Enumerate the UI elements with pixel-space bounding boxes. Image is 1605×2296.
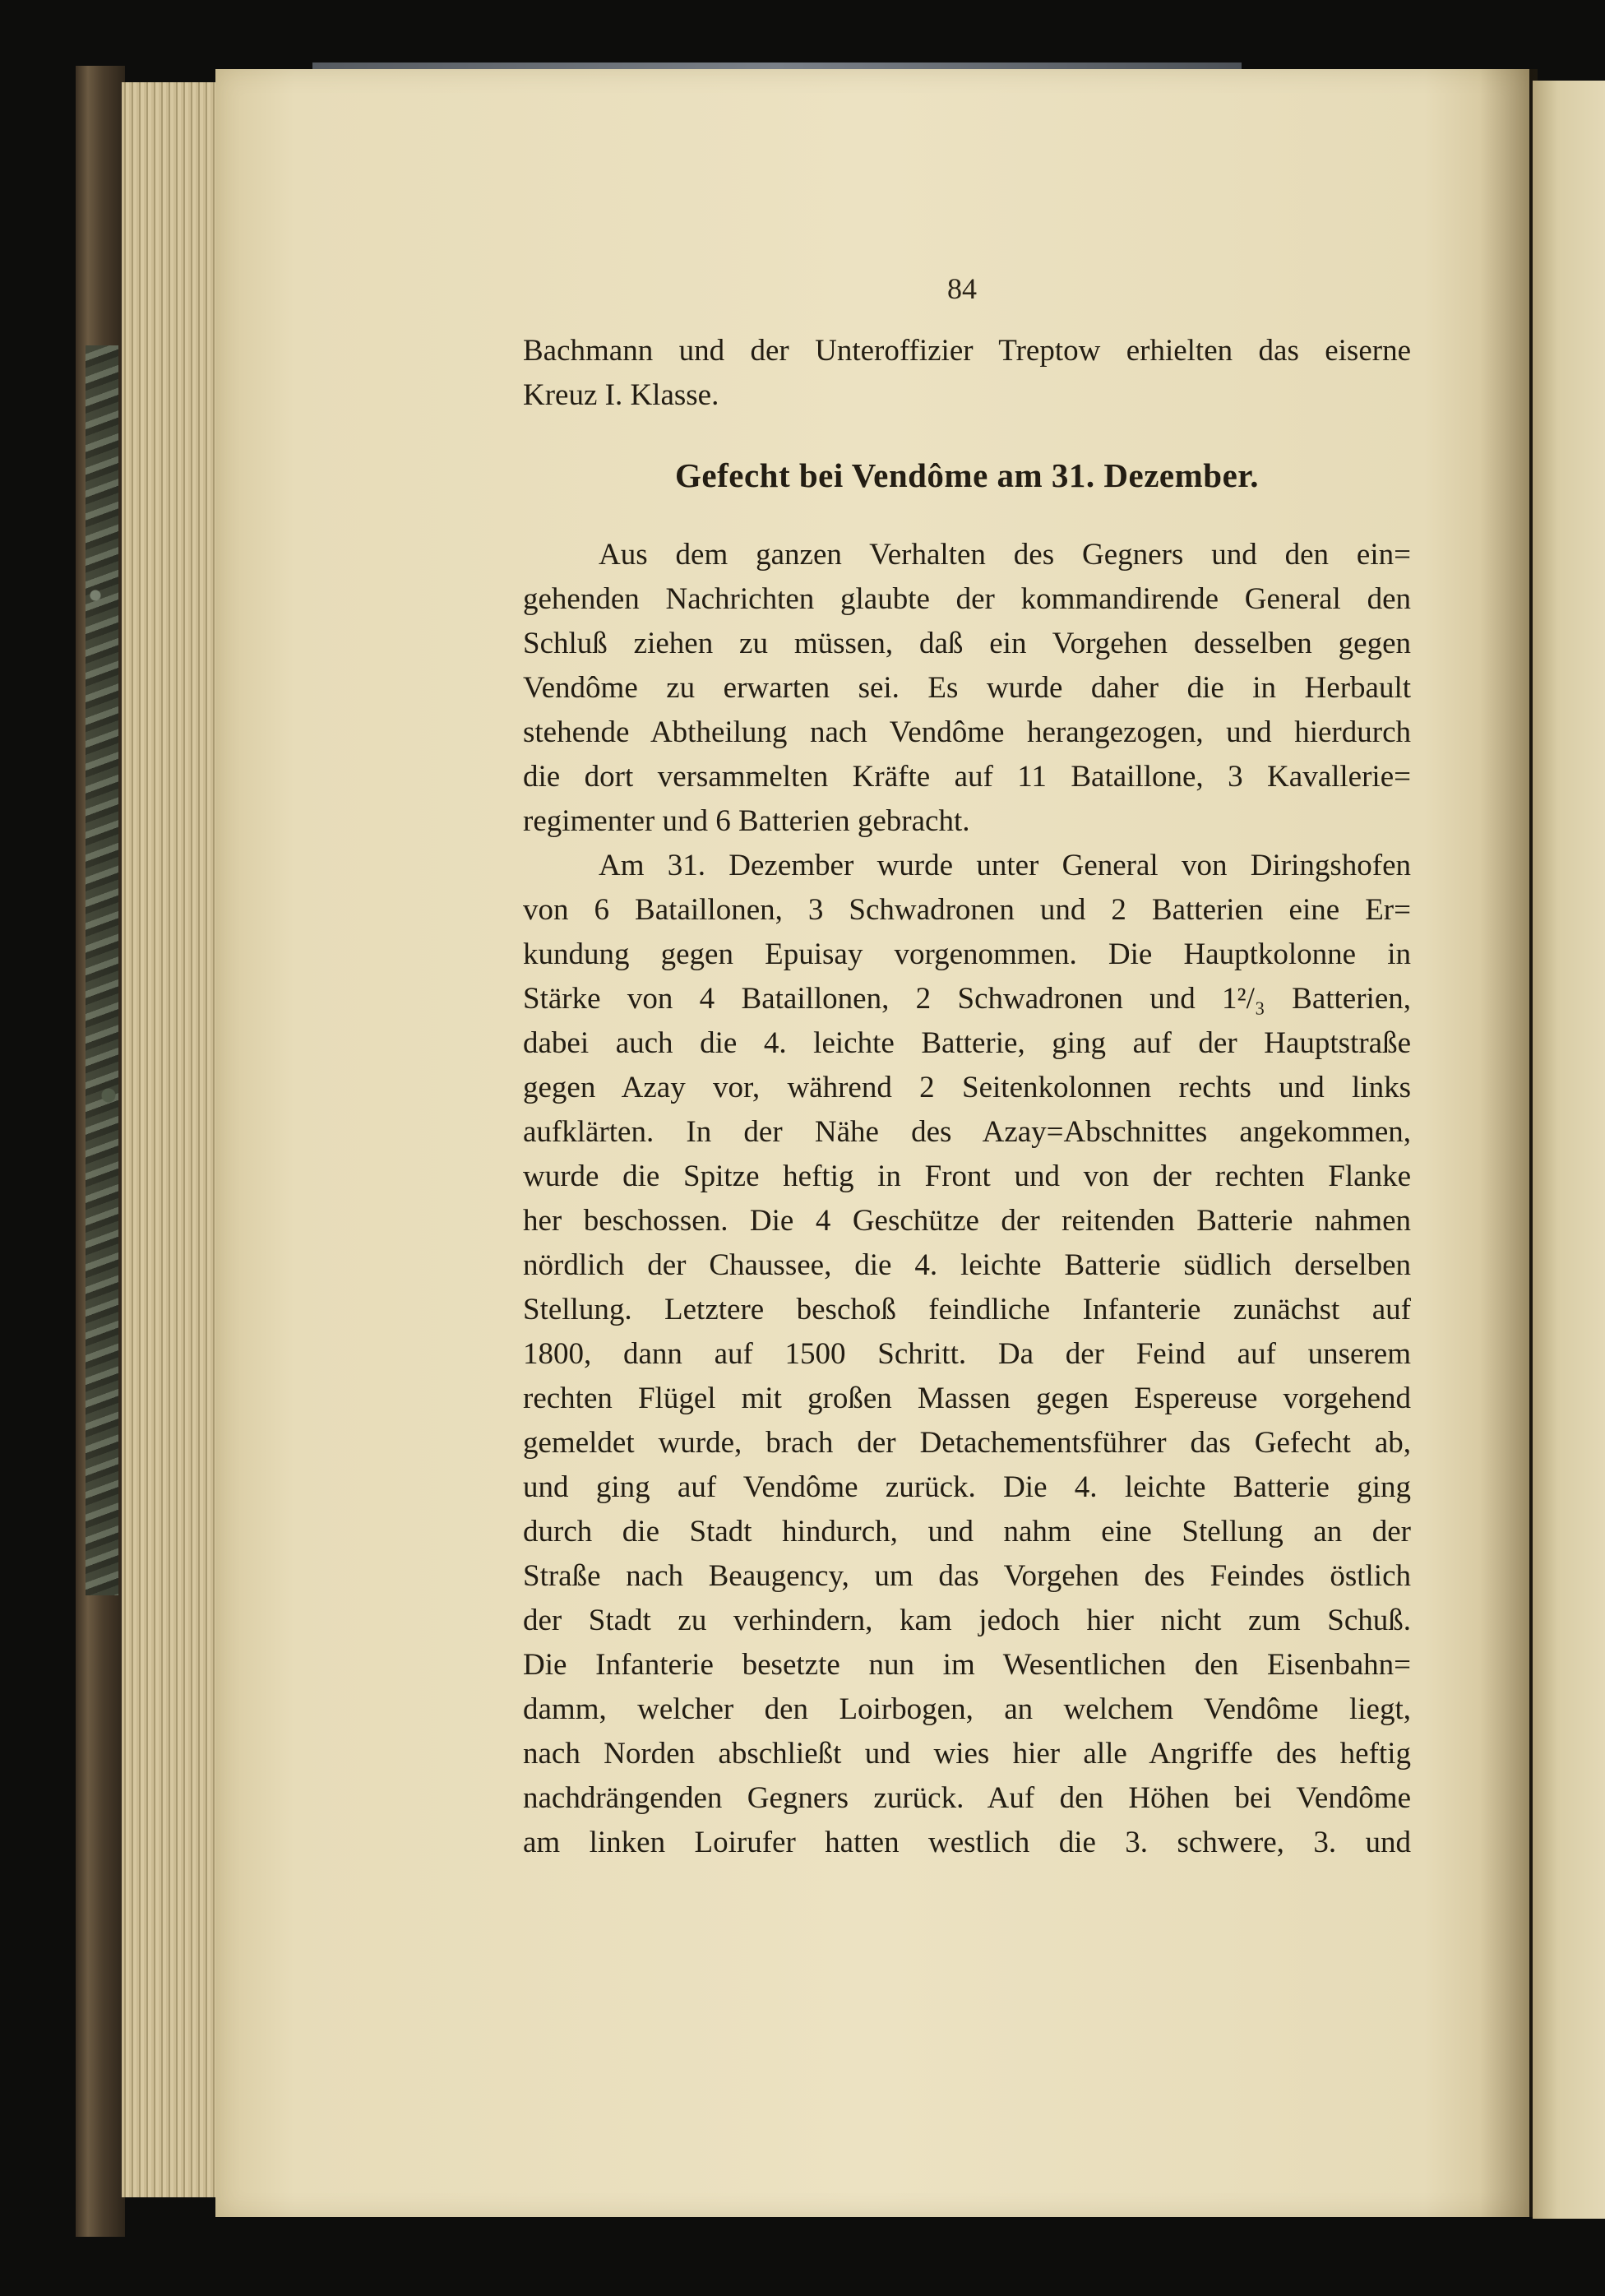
text-line: damm, welcher den Loirbogen, an welchem Vendôme liegt, <box>523 1692 1411 1726</box>
text-line: gemeldet wurde, brach der Detachementsführer das Gefecht ab, <box>523 1426 1411 1460</box>
text-line: nachdrängenden Gegners zurück. Auf den Höhen bei Vendôme <box>523 1781 1411 1815</box>
page-number: 84 <box>947 272 977 305</box>
text-line: nördlich der Chaussee, die 4. leichte Batterie südlich derselben <box>523 1248 1411 1282</box>
text-line: stehende Abtheilung nach Vendôme herangezogen, und hierdurch <box>523 715 1411 749</box>
text-line: durch die Stadt hindurch, und nahm eine Stellung an der <box>523 1515 1411 1548</box>
text-line: die dort versammelten Kräfte auf 11 Bataillone, 3 Kavallerie= <box>523 760 1411 794</box>
text-line: Vendôme zu erwarten sei. Es wurde daher die in Herbault <box>523 671 1411 705</box>
text-line: wurde die Spitze heftig in Front und von der rechten Flanke <box>523 1160 1411 1193</box>
facing-page-edge <box>1533 81 1605 2219</box>
text-line: aufklärten. In der Nähe des Azay=Abschnittes angekommen, <box>523 1115 1411 1149</box>
text-line: gehenden Nachrichten glaubte der kommandirende General den <box>523 582 1411 616</box>
text-line: regimenter und 6 Batterien gebracht. <box>523 804 970 838</box>
page-stack-edges <box>122 82 220 2197</box>
page-text <box>523 329 1411 1865</box>
text-line: dabei auch die 4. leichte Batterie, ging auf der Hauptstraße <box>523 1026 1411 1060</box>
text-line: gegen Azay vor, während 2 Seitenkolonnen rechts und links <box>523 1071 1411 1104</box>
text-line: her beschossen. Die 4 Geschütze der reitenden Batterie nahmen <box>523 1204 1411 1238</box>
text-line: nach Norden abschließt und wies hier alle Angriffe des heftig <box>523 1737 1411 1771</box>
text-line: am linken Loirufer hatten westlich die 3. schwere, 3. und <box>523 1826 1411 1859</box>
text-line: Kreuz I. Klasse. <box>523 378 719 412</box>
text-line: Straße nach Beaugency, um das Vorgehen des Feindes östlich <box>523 1559 1411 1593</box>
text-line: von 6 Bataillonen, 3 Schwadronen und 2 Batterien eine Er= <box>523 893 1411 927</box>
text-line: und ging auf Vendôme zurück. Die 4. leichte Batterie ging <box>523 1470 1411 1504</box>
marbled-endpaper <box>86 345 118 1595</box>
text-line: Stärke von 4 Bataillonen, 2 Schwadronen und 1²/₃ Batterien, <box>523 982 1411 1016</box>
section-heading: Gefecht bei Vendôme am 31. Dezember. <box>675 456 1259 494</box>
text-line: der Stadt zu verhindern, kam jedoch hier nicht zum Schuß. <box>523 1604 1411 1637</box>
text-line: Schluß ziehen zu müssen, daß ein Vorgehen desselben gegen <box>523 627 1411 660</box>
text-line: Aus dem ganzen Verhalten des Gegners und den ein= <box>599 538 1411 572</box>
text-line: Stellung. Letztere beschoß feindliche Infanterie zunächst auf <box>523 1293 1411 1326</box>
text-line: Am 31. Dezember wurde unter General von Diringshofen <box>599 849 1411 882</box>
gutter-shadow <box>1480 69 1538 2217</box>
text-line: Bachmann und der Unteroffizier Treptow erhielten das eiserne <box>523 334 1411 368</box>
text-line: kundung gegen Epuisay vorgenommen. Die Hauptkolonne in <box>523 937 1411 971</box>
text-line: 1800, dann auf 1500 Schritt. Da der Feind auf unserem <box>523 1337 1411 1371</box>
text-line: Die Infanterie besetzte nun im Wesentlichen den Eisenbahn= <box>523 1648 1411 1682</box>
text-line: rechten Flügel mit großen Massen gegen Espereuse vorgehend <box>523 1382 1411 1415</box>
